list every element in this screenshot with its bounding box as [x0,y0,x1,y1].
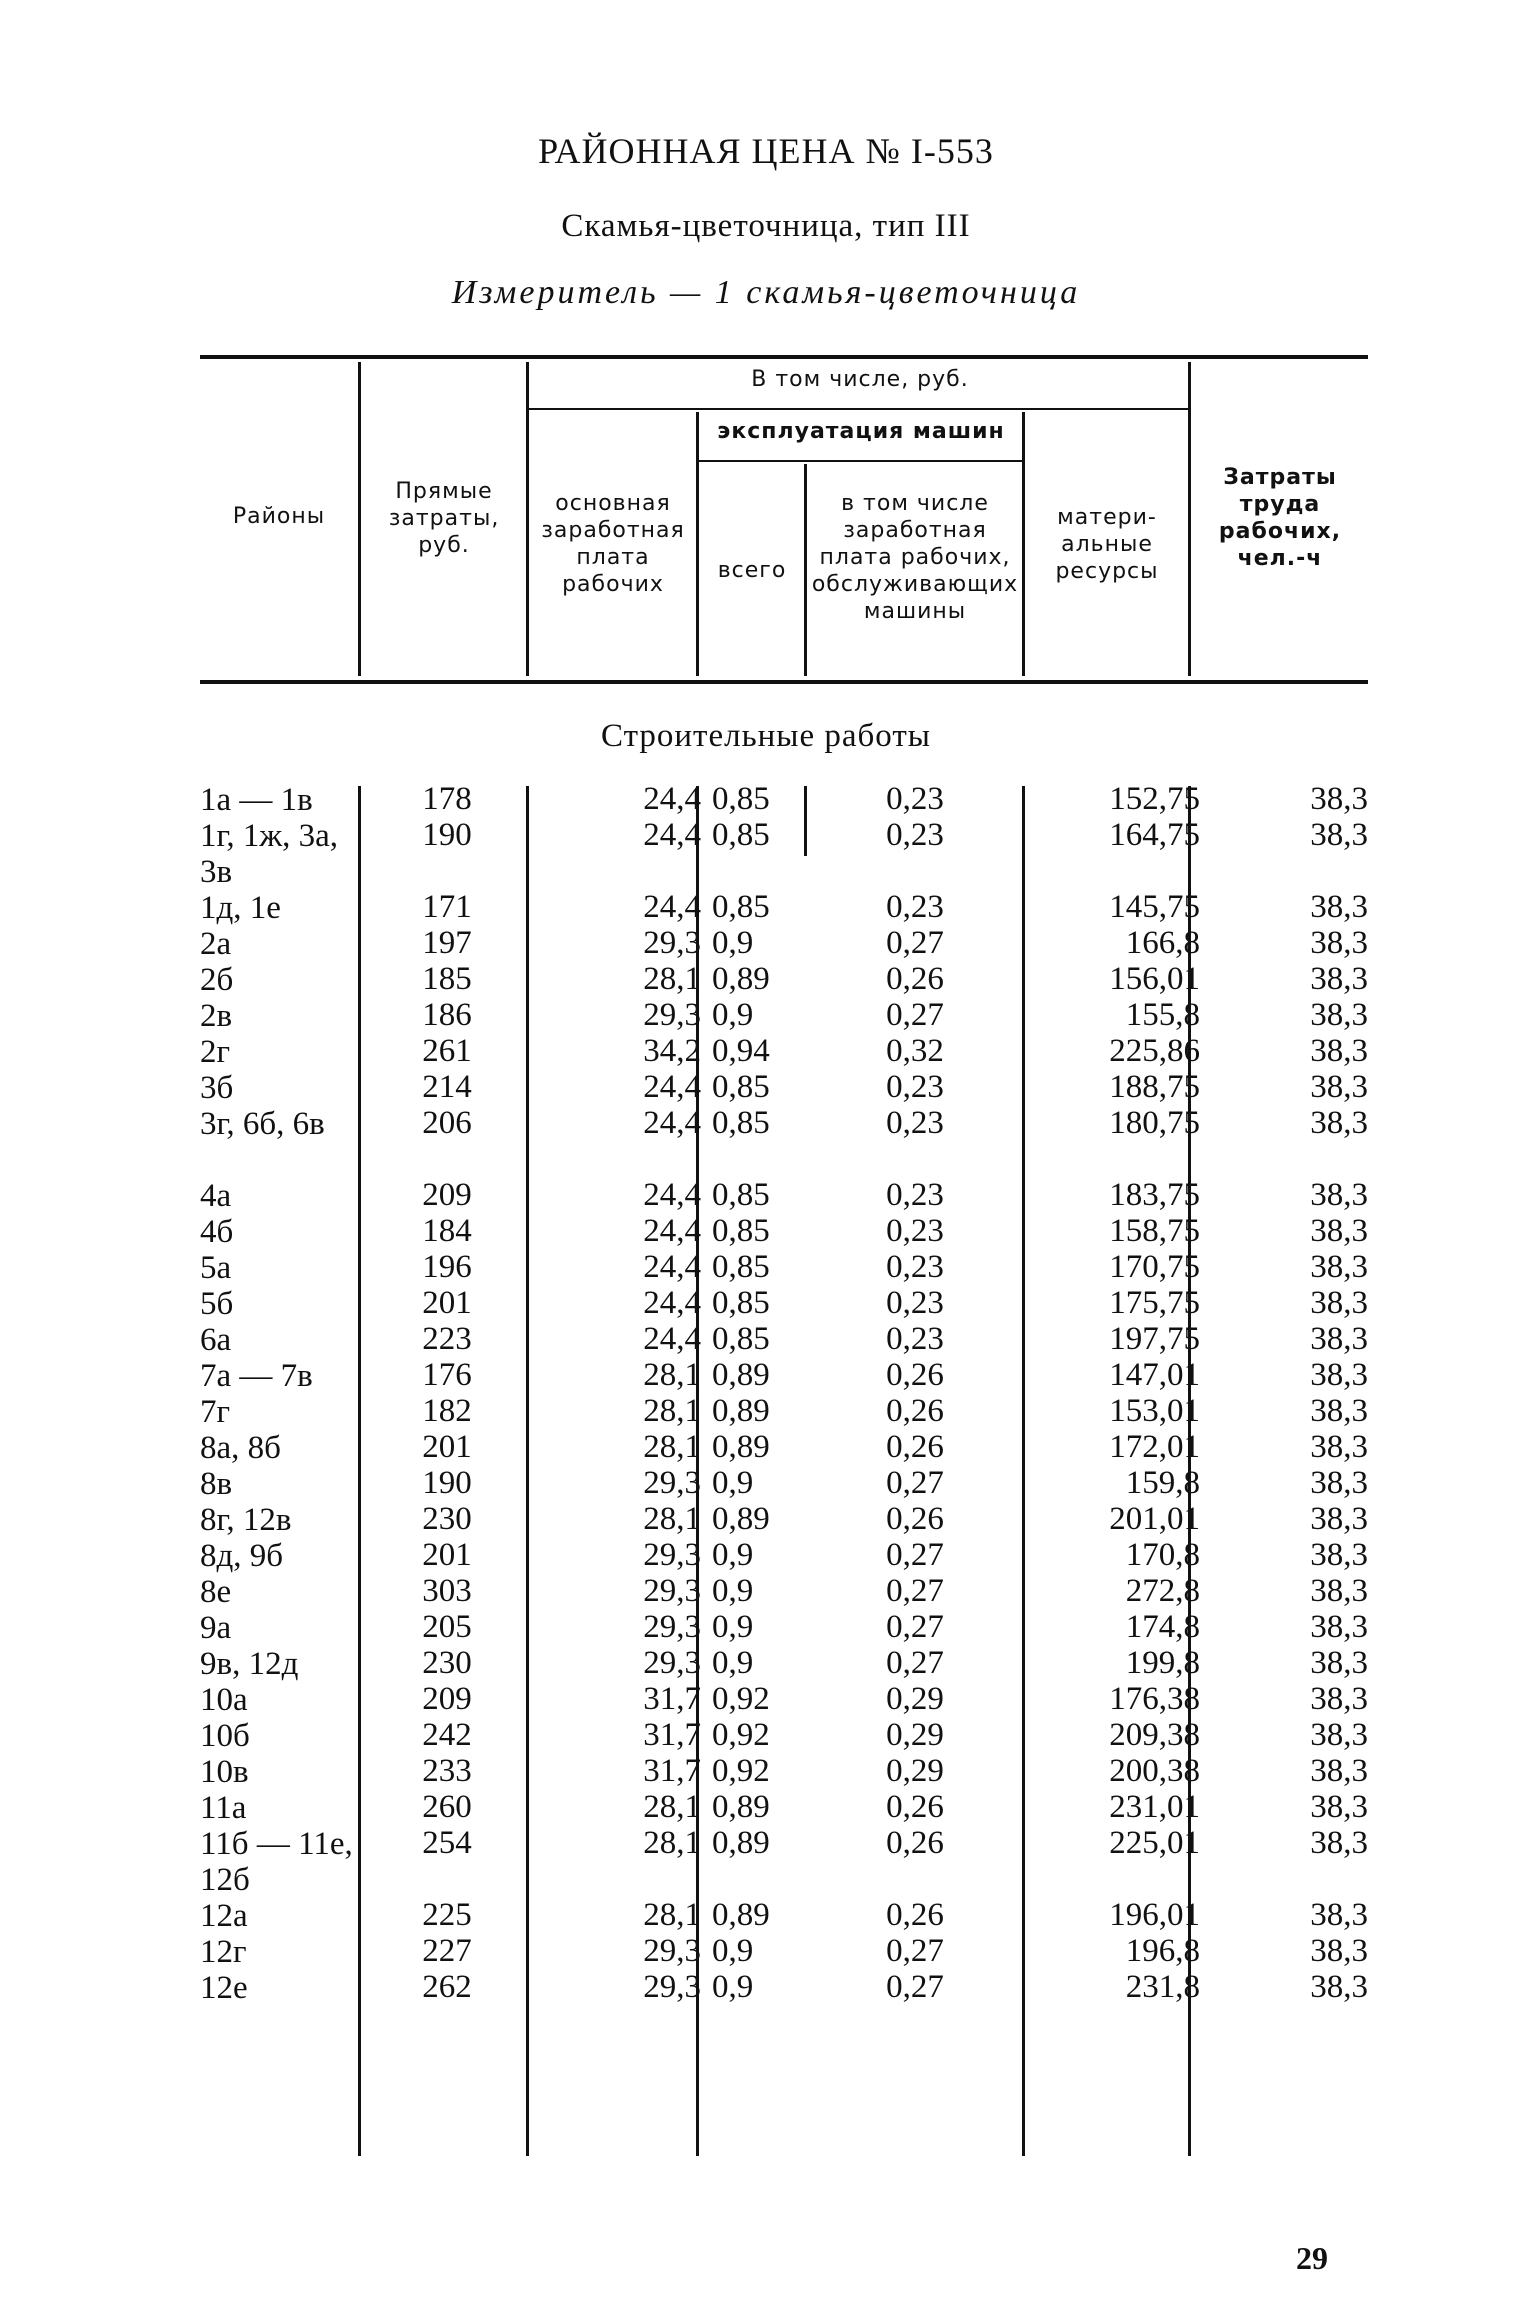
materials-cell: 145,75 [1109,889,1200,925]
labor-cell: 38,3 [1310,1969,1368,2005]
table-row [0,1034,1532,1070]
direct-cost-cell: 303 [422,1573,472,1609]
table-row [0,1754,1532,1790]
labor-cell: 38,3 [1310,1069,1368,1105]
machine-wage-cell: 0,26 [886,1825,944,1861]
table-row [0,1574,1532,1610]
table-row [0,1466,1532,1502]
basic-wage-cell: 34,2 [643,1033,701,1069]
direct-cost-cell: 184 [422,1213,472,1249]
table-row [0,926,1532,962]
table-row [0,1970,1532,2006]
page-number: 29 [1296,2240,1328,2276]
machine-total-cell: 0,85 [712,1321,770,1357]
machine-wage-cell: 0,27 [886,1537,944,1573]
basic-wage-cell: 24,4 [643,1069,701,1105]
labor-cell: 38,3 [1310,1357,1368,1393]
basic-wage-cell: 28,1 [643,961,701,997]
machine-total-cell: 0,9 [712,925,754,961]
table-top-rule [200,355,1368,359]
basic-wage-cell: 28,1 [643,1825,701,1861]
direct-cost-cell: 182 [422,1393,472,1429]
machine-wage-cell: 0,23 [886,817,944,853]
machine-wage-cell: 0,23 [886,889,944,925]
direct-cost-cell: 201 [422,1537,472,1573]
materials-cell: 164,75 [1109,817,1200,853]
region-cell: 5а [200,1250,232,1286]
materials-cell: 196,8 [1125,1933,1200,1969]
direct-cost-cell: 171 [422,889,472,925]
basic-wage-cell: 24,4 [643,781,701,817]
machine-total-cell: 0,85 [712,817,770,853]
labor-cell: 38,3 [1310,1465,1368,1501]
basic-wage-cell: 24,4 [643,1105,701,1141]
materials-cell: 200,38 [1109,1753,1200,1789]
table-row [0,782,1532,818]
labor-cell: 38,3 [1310,1285,1368,1321]
region-cell: 2б [200,962,234,998]
region-cell: 8д, 9б [200,1538,284,1574]
region-cell: 2а [200,926,232,962]
materials-cell: 209,38 [1109,1717,1200,1753]
machine-wage-cell: 0,26 [886,1501,944,1537]
section-title: Строительные работы [601,718,931,754]
machine-wage-cell: 0,27 [886,997,944,1033]
region-cell: 9в, 12д [200,1646,299,1682]
machine-wage-cell: 0,23 [886,1321,944,1357]
region-cell: 8е [200,1574,232,1610]
basic-wage-cell: 28,1 [643,1429,701,1465]
table-row [0,1826,1532,1898]
basic-wage-cell: 29,3 [643,1537,701,1573]
header-basic-wage: основная заработная плата рабочих [541,491,685,597]
machine-total-cell: 0,9 [712,1537,754,1573]
materials-cell: 197,75 [1109,1321,1200,1357]
header-divider [696,412,699,676]
measure-unit: Измеритель — 1 скамья-цветочница [451,274,1081,311]
region-cell: 8г, 12в [200,1502,292,1538]
header-regions: Районы [232,504,326,529]
basic-wage-cell: 24,4 [643,1177,701,1213]
direct-cost-cell: 178 [422,781,472,817]
labor-cell: 38,3 [1310,1105,1368,1141]
materials-cell: 159,8 [1125,1465,1200,1501]
table-row [0,1358,1532,1394]
direct-cost-cell: 209 [422,1681,472,1717]
materials-cell: 152,75 [1109,781,1200,817]
materials-cell: 170,75 [1109,1249,1200,1285]
region-cell: 10в [200,1754,249,1790]
table-row [0,1250,1532,1286]
direct-cost-cell: 209 [422,1177,472,1213]
region-cell: 7г [200,1394,231,1430]
machine-wage-cell: 0,27 [886,1573,944,1609]
labor-cell: 38,3 [1310,1789,1368,1825]
machine-wage-cell: 0,27 [886,925,944,961]
labor-cell: 38,3 [1310,1753,1368,1789]
materials-cell: 201,01 [1109,1501,1200,1537]
direct-cost-cell: 242 [422,1717,472,1753]
materials-cell: 158,75 [1109,1213,1200,1249]
machine-wage-cell: 0,23 [886,1177,944,1213]
machine-wage-cell: 0,26 [886,1393,944,1429]
labor-cell: 38,3 [1310,961,1368,997]
header-machine-operation: эксплуатация машин [717,419,1005,444]
machine-total-cell: 0,85 [712,1177,770,1213]
region-cell: 4а [200,1178,232,1214]
region-cell: 3г, 6б, 6в [200,1106,325,1142]
machine-wage-cell: 0,23 [886,781,944,817]
materials-cell: 176,38 [1109,1681,1200,1717]
basic-wage-cell: 28,1 [643,1789,701,1825]
labor-cell: 38,3 [1310,1429,1368,1465]
basic-wage-cell: 29,3 [643,1645,701,1681]
machine-total-cell: 0,92 [712,1681,770,1717]
basic-wage-cell: 29,3 [643,1465,701,1501]
direct-cost-cell: 223 [422,1321,472,1357]
machine-wage-cell: 0,23 [886,1105,944,1141]
machine-total-cell: 0,9 [712,1465,754,1501]
region-cell: 3б [200,1070,234,1106]
machine-wage-cell: 0,26 [886,961,944,997]
machine-wage-cell: 0,23 [886,1069,944,1105]
machine-total-cell: 0,9 [712,1573,754,1609]
table-row [0,1394,1532,1430]
materials-cell: 155,8 [1125,997,1200,1033]
basic-wage-cell: 31,7 [643,1717,701,1753]
materials-cell: 188,75 [1109,1069,1200,1105]
header-machine-wage: в том числе заработная плата рабочих, обслуживающих машины [811,491,1019,624]
machine-total-cell: 0,85 [712,1105,770,1141]
machine-total-cell: 0,9 [712,997,754,1033]
table-row [0,1682,1532,1718]
machine-wage-cell: 0,23 [886,1249,944,1285]
table-row [0,1106,1532,1178]
materials-cell: 156,01 [1109,961,1200,997]
machine-wage-cell: 0,29 [886,1753,944,1789]
labor-cell: 38,3 [1310,997,1368,1033]
region-cell: 5б [200,1286,234,1322]
direct-cost-cell: 230 [422,1501,472,1537]
header-machine-total: всего [717,558,787,583]
materials-cell: 231,01 [1109,1789,1200,1825]
table-row [0,1538,1532,1574]
labor-cell: 38,3 [1310,1681,1368,1717]
table-row [0,1070,1532,1106]
direct-cost-cell: 214 [422,1069,472,1105]
table-row [0,1610,1532,1646]
direct-cost-cell: 201 [422,1429,472,1465]
direct-cost-cell: 197 [422,925,472,961]
labor-cell: 38,3 [1310,889,1368,925]
region-cell: 2в [200,998,233,1034]
materials-cell: 196,01 [1109,1897,1200,1933]
labor-cell: 38,3 [1310,1645,1368,1681]
region-cell: 10б [200,1718,250,1754]
basic-wage-cell: 28,1 [643,1897,701,1933]
table-row [0,1790,1532,1826]
basic-wage-cell: 29,3 [643,1933,701,1969]
machine-group-rule [698,460,1024,462]
materials-cell: 170,8 [1125,1537,1200,1573]
machine-wage-cell: 0,23 [886,1213,944,1249]
region-cell: 1г, 1ж, 3а, 3в [200,818,339,890]
region-cell: 11б — 11е, 12б [200,1826,353,1898]
basic-wage-cell: 24,4 [643,1213,701,1249]
machine-total-cell: 0,85 [712,1249,770,1285]
price-table-body [0,782,1532,2006]
machine-total-cell: 0,89 [712,1825,770,1861]
basic-wage-cell: 29,3 [643,997,701,1033]
machine-total-cell: 0,85 [712,1069,770,1105]
table-row [0,1214,1532,1250]
header-divider [526,362,529,676]
direct-cost-cell: 176 [422,1357,472,1393]
labor-cell: 38,3 [1310,781,1368,817]
direct-cost-cell: 205 [422,1609,472,1645]
header-including: В том числе, руб. [751,367,969,392]
machine-total-cell: 0,85 [712,781,770,817]
region-cell: 12г [200,1934,247,1970]
machine-total-cell: 0,89 [712,1429,770,1465]
basic-wage-cell: 24,4 [643,1321,701,1357]
machine-total-cell: 0,94 [712,1033,770,1069]
header-divider [358,362,361,676]
labor-cell: 38,3 [1310,1825,1368,1861]
region-cell: 12е [200,1970,248,2006]
table-row [0,818,1532,890]
machine-wage-cell: 0,26 [886,1897,944,1933]
machine-wage-cell: 0,23 [886,1285,944,1321]
labor-cell: 38,3 [1310,1177,1368,1213]
header-divider [1188,362,1191,676]
machine-total-cell: 0,92 [712,1717,770,1753]
machine-total-cell: 0,89 [712,1897,770,1933]
direct-cost-cell: 186 [422,997,472,1033]
table-row [0,890,1532,926]
machine-total-cell: 0,89 [712,1393,770,1429]
region-cell: 9а [200,1610,232,1646]
machine-total-cell: 0,85 [712,1213,770,1249]
materials-cell: 225,86 [1109,1033,1200,1069]
header-direct-costs: Прямые затраты, руб. [388,479,500,558]
direct-cost-cell: 260 [422,1789,472,1825]
region-cell: 1а — 1в [200,782,313,818]
materials-cell: 225,01 [1109,1825,1200,1861]
machine-total-cell: 0,89 [712,961,770,997]
direct-cost-cell: 185 [422,961,472,997]
basic-wage-cell: 24,4 [643,817,701,853]
materials-cell: 272,8 [1125,1573,1200,1609]
labor-cell: 38,3 [1310,1573,1368,1609]
basic-wage-cell: 24,4 [643,889,701,925]
labor-cell: 38,3 [1310,1897,1368,1933]
machine-total-cell: 0,9 [712,1609,754,1645]
labor-cell: 38,3 [1310,1213,1368,1249]
machine-wage-cell: 0,27 [886,1465,944,1501]
table-row [0,1718,1532,1754]
labor-cell: 38,3 [1310,1393,1368,1429]
labor-cell: 38,3 [1310,817,1368,853]
machine-total-cell: 0,92 [712,1753,770,1789]
region-cell: 1д, 1е [200,890,281,926]
direct-cost-cell: 233 [422,1753,472,1789]
region-cell: 6а [200,1322,232,1358]
labor-cell: 38,3 [1310,1933,1368,1969]
machine-wage-cell: 0,27 [886,1969,944,2005]
labor-cell: 38,3 [1310,1321,1368,1357]
machine-total-cell: 0,9 [712,1933,754,1969]
materials-cell: 147,01 [1109,1357,1200,1393]
machine-wage-cell: 0,29 [886,1681,944,1717]
labor-cell: 38,3 [1310,1033,1368,1069]
region-cell: 11а [200,1790,247,1826]
materials-cell: 199,8 [1125,1645,1200,1681]
region-cell: 10а [200,1682,248,1718]
direct-cost-cell: 262 [422,1969,472,2005]
region-cell: 8а, 8б [200,1430,281,1466]
table-row [0,1286,1532,1322]
machine-wage-cell: 0,29 [886,1717,944,1753]
labor-cell: 38,3 [1310,1609,1368,1645]
direct-cost-cell: 190 [422,817,472,853]
direct-cost-cell: 225 [422,1897,472,1933]
table-row [0,998,1532,1034]
machine-wage-cell: 0,26 [886,1789,944,1825]
table-header-bottom-rule [200,680,1368,684]
machine-wage-cell: 0,26 [886,1429,944,1465]
materials-cell: 180,75 [1109,1105,1200,1141]
region-cell: 4б [200,1214,234,1250]
basic-wage-cell: 29,3 [643,1609,701,1645]
table-row [0,962,1532,998]
machine-wage-cell: 0,26 [886,1357,944,1393]
basic-wage-cell: 31,7 [643,1753,701,1789]
direct-cost-cell: 230 [422,1645,472,1681]
table-row [0,1178,1532,1214]
machine-total-cell: 0,85 [712,889,770,925]
machine-wage-cell: 0,27 [886,1645,944,1681]
materials-cell: 172,01 [1109,1429,1200,1465]
table-row [0,1934,1532,1970]
direct-cost-cell: 254 [422,1825,472,1861]
direct-cost-cell: 206 [422,1105,472,1141]
basic-wage-cell: 29,3 [643,1969,701,2005]
machine-total-cell: 0,89 [712,1357,770,1393]
page-title: РАЙОННАЯ ЦЕНА № I-553 [538,131,994,171]
materials-cell: 231,8 [1125,1969,1200,2005]
table-row [0,1898,1532,1934]
materials-cell: 174,8 [1125,1609,1200,1645]
basic-wage-cell: 31,7 [643,1681,701,1717]
header-materials: матери-альные ресурсы [1055,505,1159,584]
including-group-rule [528,408,1190,410]
table-row [0,1430,1532,1466]
region-cell: 12а [200,1898,248,1934]
table-row [0,1502,1532,1538]
materials-cell: 175,75 [1109,1285,1200,1321]
basic-wage-cell: 24,4 [643,1285,701,1321]
region-cell: 2г [200,1034,231,1070]
labor-cell: 38,3 [1310,1717,1368,1753]
labor-cell: 38,3 [1310,1249,1368,1285]
machine-wage-cell: 0,32 [886,1033,944,1069]
header-divider [804,464,807,676]
machine-total-cell: 0,89 [712,1789,770,1825]
basic-wage-cell: 28,1 [643,1501,701,1537]
page-subtitle: Скамья-цветочница, тип III [561,208,971,244]
table-row [0,1322,1532,1358]
region-cell: 7а — 7в [200,1358,313,1394]
labor-cell: 38,3 [1310,1501,1368,1537]
labor-cell: 38,3 [1310,1537,1368,1573]
basic-wage-cell: 28,1 [643,1393,701,1429]
machine-total-cell: 0,85 [712,1285,770,1321]
direct-cost-cell: 227 [422,1933,472,1969]
materials-cell: 153,01 [1109,1393,1200,1429]
materials-cell: 183,75 [1109,1177,1200,1213]
header-divider [1022,412,1025,676]
direct-cost-cell: 190 [422,1465,472,1501]
direct-cost-cell: 196 [422,1249,472,1285]
machine-total-cell: 0,9 [712,1969,754,2005]
region-cell: 8в [200,1466,233,1502]
table-row [0,1646,1532,1682]
machine-total-cell: 0,89 [712,1501,770,1537]
direct-cost-cell: 201 [422,1285,472,1321]
header-labor: Затраты труда рабочих, чел.-ч [1218,465,1342,571]
direct-cost-cell: 261 [422,1033,472,1069]
basic-wage-cell: 29,3 [643,925,701,961]
machine-wage-cell: 0,27 [886,1609,944,1645]
labor-cell: 38,3 [1310,925,1368,961]
basic-wage-cell: 28,1 [643,1357,701,1393]
materials-cell: 166,8 [1125,925,1200,961]
machine-wage-cell: 0,27 [886,1933,944,1969]
machine-total-cell: 0,9 [712,1645,754,1681]
basic-wage-cell: 29,3 [643,1573,701,1609]
basic-wage-cell: 24,4 [643,1249,701,1285]
